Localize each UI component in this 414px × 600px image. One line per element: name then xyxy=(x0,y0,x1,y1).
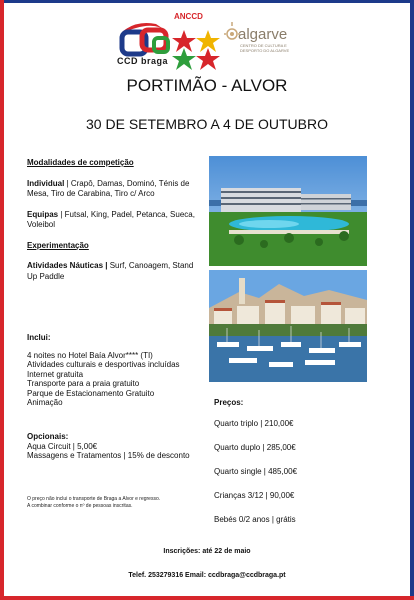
precos-section xyxy=(214,398,364,539)
experimentacao-heading: Experimentação xyxy=(27,240,89,250)
nauticas-text: Surf, Canoagem, Stand Up Paddle xyxy=(27,261,194,281)
list-item: Transporte para a praia gratuito xyxy=(27,379,140,388)
ccd-braga-wordmark: CCD braga xyxy=(117,56,169,66)
price-row: Quarto duplo | 285,00€ xyxy=(214,443,296,452)
inclui-heading: Inclui: xyxy=(27,333,51,342)
precos-heading: Preços: xyxy=(214,398,244,407)
harbour-photo xyxy=(209,270,367,382)
contact-info: Telef. 253279316 Email: ccdbraga@ccdbraga.pt xyxy=(128,572,286,579)
bottom-border xyxy=(0,596,414,600)
list-item: Animação xyxy=(27,398,63,407)
note-line: O preço não inclui o transporte de Braga a Alvor e regresso. xyxy=(27,496,161,502)
page-title: PORTIMÃO - ALVOR xyxy=(126,76,288,95)
price-row: Bebés 0/2 anos | grátis xyxy=(214,515,296,524)
algarve-subtitle: CENTRO DE CULTURA E DESPORTO DO ALGARVE xyxy=(240,43,290,53)
inclui-section xyxy=(27,333,207,408)
hotel-pool-photo xyxy=(209,156,367,266)
anccd-wordmark: ANCCD xyxy=(174,12,203,21)
list-item: Atividades culturais e desportivas incluídas xyxy=(27,360,180,369)
anccd-logo xyxy=(172,14,220,70)
equipas-paragraph xyxy=(27,210,202,231)
price-row: Quarto single | 485,00€ xyxy=(214,467,298,476)
individual-text: | Crapô, Damas, Dominó, Ténis de Mesa, Tiro de Carabina, Tiro c/ Arco xyxy=(27,178,190,198)
individual-paragraph xyxy=(27,179,202,200)
top-border xyxy=(0,0,414,3)
registration-deadline: Inscrições: até 22 de maio xyxy=(163,548,251,555)
nauticas-label: Atividades Náuticas | xyxy=(27,261,108,270)
list-item: Aqua Circuit | 5,00€ xyxy=(27,441,98,451)
list-item: Massagens e Tratamentos | 15% de desconto xyxy=(27,451,190,460)
list-item: 4 noites no Hotel Baía Alvor**** (TI) xyxy=(27,350,153,360)
opcionais-section xyxy=(27,432,207,461)
opcionais-heading: Opcionais: xyxy=(27,432,69,441)
algarve-wordmark: algarve xyxy=(238,26,288,43)
modalidades-heading: Modalidades de competição xyxy=(27,158,134,167)
note-line: A combinar conforme o nº de pessoas inscritas. xyxy=(27,502,133,509)
experimentacao-paragraph xyxy=(27,261,202,282)
list-item: Internet gratuita xyxy=(27,369,84,379)
price-row: Quarto triplo | 210,00€ xyxy=(214,419,294,428)
equipas-label: Equipas xyxy=(27,209,59,219)
price-row: Crianças 3/12 | 90,00€ xyxy=(214,491,295,500)
list-item: Parque de Estacionamento Gratuito xyxy=(27,388,155,398)
modalidades-section xyxy=(27,158,202,292)
individual-label: Individual xyxy=(27,178,65,188)
equipas-text: | Futsal, King, Padel, Petanca, Sueca, Voleibol xyxy=(27,209,195,229)
price-note xyxy=(27,496,207,509)
event-dates: 30 DE SETEMBRO A 4 DE OUTUBRO xyxy=(86,116,328,132)
